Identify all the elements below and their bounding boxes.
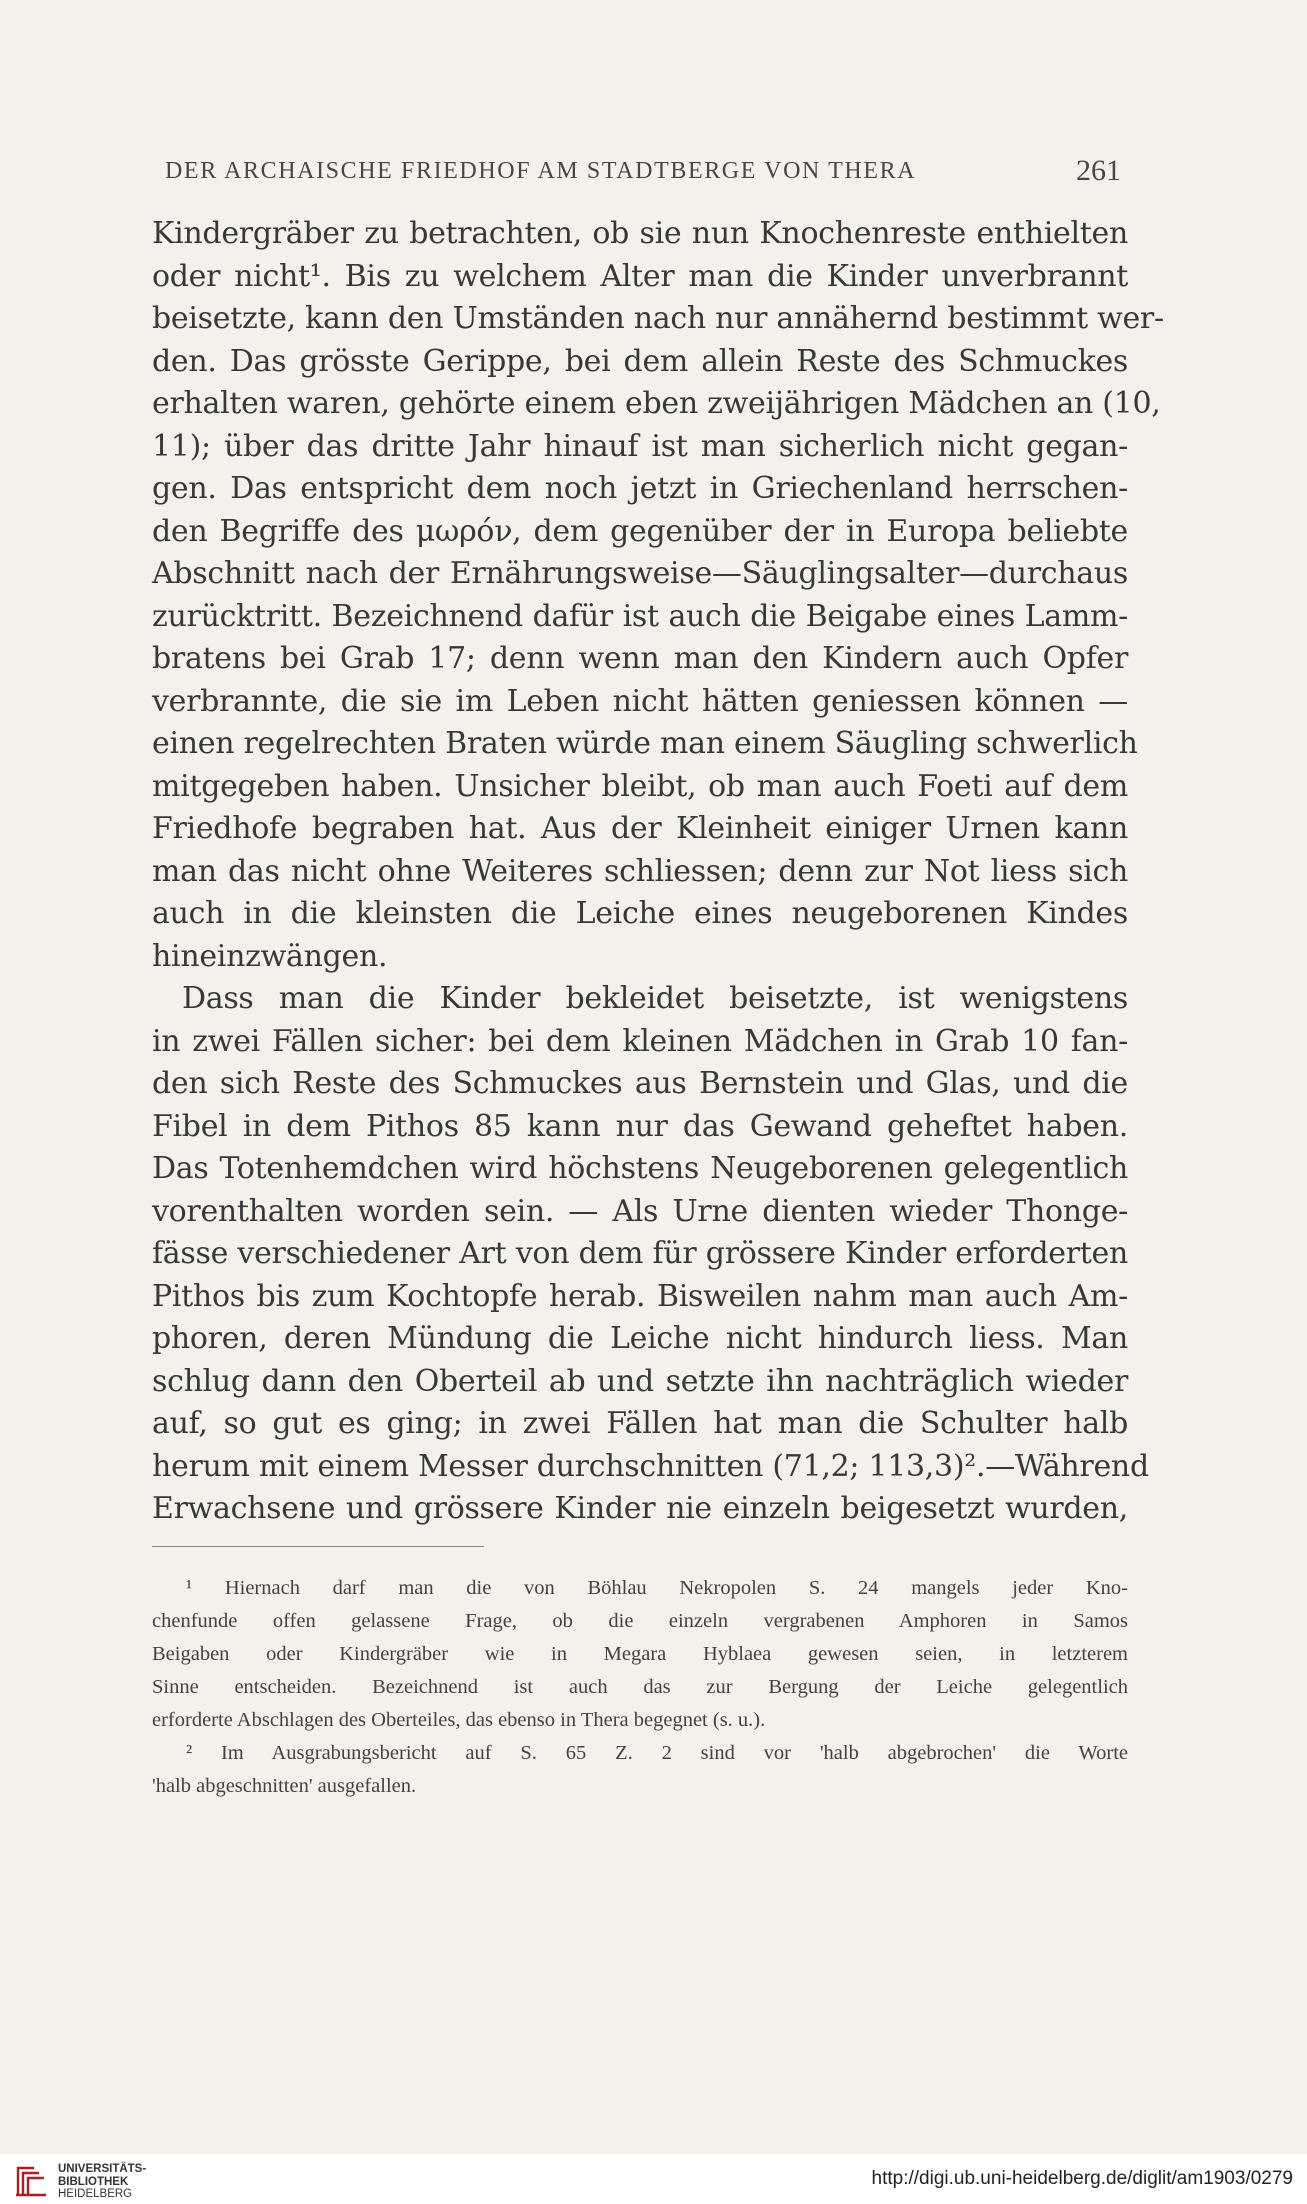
body-text [152,213,1164,1531]
page-number: 261 [1076,154,1121,187]
logo-line: HEIDELBERG [58,2188,133,2200]
text-line: mitgegeben haben. Unsicher bleibt, ob man auch Foeti auf dem [152,768,1128,804]
text-line: den. Das grösste Gerippe, bei dem allein Reste des Schmuckes [152,343,1128,379]
footnotes [152,1572,1128,1803]
text-line: Fibel in dem Pithos 85 kann nur das Gewand geheftet haben. [152,1108,1128,1144]
text-line: Kindergräber zu betrachten, ob sie nun Knochenreste enthielten [152,216,1128,251]
text-line: schlug dann den Oberteil ab und setzte ihn nachträglich wieder [152,1363,1128,1399]
logo-line: BIBLIOTHEK [58,2175,129,2188]
footnote-line: erforderte Abschlagen des Oberteiles, das ebenso in Thera begegnet (s. u.). [152,1709,766,1731]
text-line: Pithos bis zum Kochtopfe herab. Bisweilen nahm man auch Am- [152,1278,1128,1314]
text-line: auch in die kleinsten die Leiche eines neugeborenen Kindes [152,896,1128,931]
text-line: einen regelrechten Braten würde man einem Säugling schwerlich [152,726,1138,761]
text-line: verbrannte, die sie im Leben nicht hätten geniessen können — [152,683,1128,719]
running-title: DER ARCHAISCHE FRIEDHOF AM STADTBERGE VON THERA [165,158,917,184]
footnote-line: ² Im Ausgrabungsbericht auf S. 65 Z. 2 sind vor 'halb abgebrochen' die Worte [186,1742,1128,1764]
text-line: herum mit einem Messer durchschnitten (71,2; 113,3)².—Während [152,1448,1149,1484]
text-line: den sich Reste des Schmuckes aus Bernstein und Glas, und die [152,1066,1128,1101]
text-line: vorenthalten worden sein. — Als Urne dienten wieder Thonge- [152,1193,1128,1229]
text-line: Abschnitt nach der Ernährungsweise—Säuglingsalter—durchaus [152,556,1128,591]
text-line: in zwei Fällen sicher: bei dem kleinen Mädchen in Grab 10 fan- [152,1023,1128,1059]
text-line: bratens bei Grab 17; denn wenn man den Kindern auch Opfer [152,641,1128,676]
text-line: den Begriffe des μωρόν, dem gegenüber der in Europa beliebte [152,513,1128,549]
text-line: fässe verschiedener Art von dem für grössere Kinder erforderten [152,1236,1128,1271]
text-line: phoren, deren Mündung die Leiche nicht hindurch liess. Man [152,1321,1128,1356]
text-line: Das Totenhemdchen wird höchstens Neugeborenen gelegentlich [152,1151,1128,1186]
text-line: auf, so gut es ging; in zwei Fällen hat man die Schulter halb [152,1406,1128,1441]
footnote-line: Beigaben oder Kindergräber wie in Megara Hyblaea gewesen seien, in letzterem [152,1643,1128,1665]
text-line: 11); über das dritte Jahr hinauf ist man sicherlich nicht gegan- [152,428,1128,464]
viewer-footer [0,2154,1307,2204]
text-line: Dass man die Kinder bekleidet beisetzte, ist wenigstens [182,981,1128,1016]
footnote-line: chenfunde offen gelassene Frage, ob die einzeln vergrabenen Amphoren in Samos [152,1610,1128,1632]
text-line: Friedhofe begraben hat. Aus der Kleinheit einiger Urnen kann [152,811,1128,846]
text-line: zurücktritt. Bezeichnend dafür ist auch die Beigabe eines Lamm- [152,598,1128,634]
footnote-line: 'halb abgeschnitten' ausgefallen. [152,1775,417,1797]
text-line: beisetzte, kann den Umständen nach nur annähernd bestimmt wer- [152,301,1164,336]
footnote-line: Sinne entscheiden. Bezeichnend ist auch das zur Bergung der Leiche gelegentlich [152,1676,1128,1698]
library-name [58,2163,146,2201]
text-line: erhalten waren, gehörte einem eben zweijährigen Mädchen an (10, [152,386,1161,421]
logo-line: UNIVERSITÄTS- [58,2163,147,2175]
text-line: man das nicht ohne Weiteres schliessen; denn zur Not liess sich [152,853,1128,889]
text-line: Erwachsene und grössere Kinder nie einzeln beigesetzt wurden, [152,1491,1128,1526]
library-logo-icon [14,2162,48,2198]
footnote-divider [152,1546,484,1547]
permalink-url[interactable]: http://digi.ub.uni-heidelberg.de/diglit/am1903/0279 [871,2168,1293,2189]
text-line: gen. Das entspricht dem noch jetzt in Griechenland herrschen- [152,471,1128,506]
text-line: oder nicht¹. Bis zu welchem Alter man die Kinder unverbrannt [152,258,1128,294]
running-head [165,154,1125,187]
text-line: hineinzwängen. [152,938,388,974]
footnote-line: ¹ Hiernach darf man die von Böhlau Nekropolen S. 24 mangels jeder Kno- [186,1577,1128,1599]
